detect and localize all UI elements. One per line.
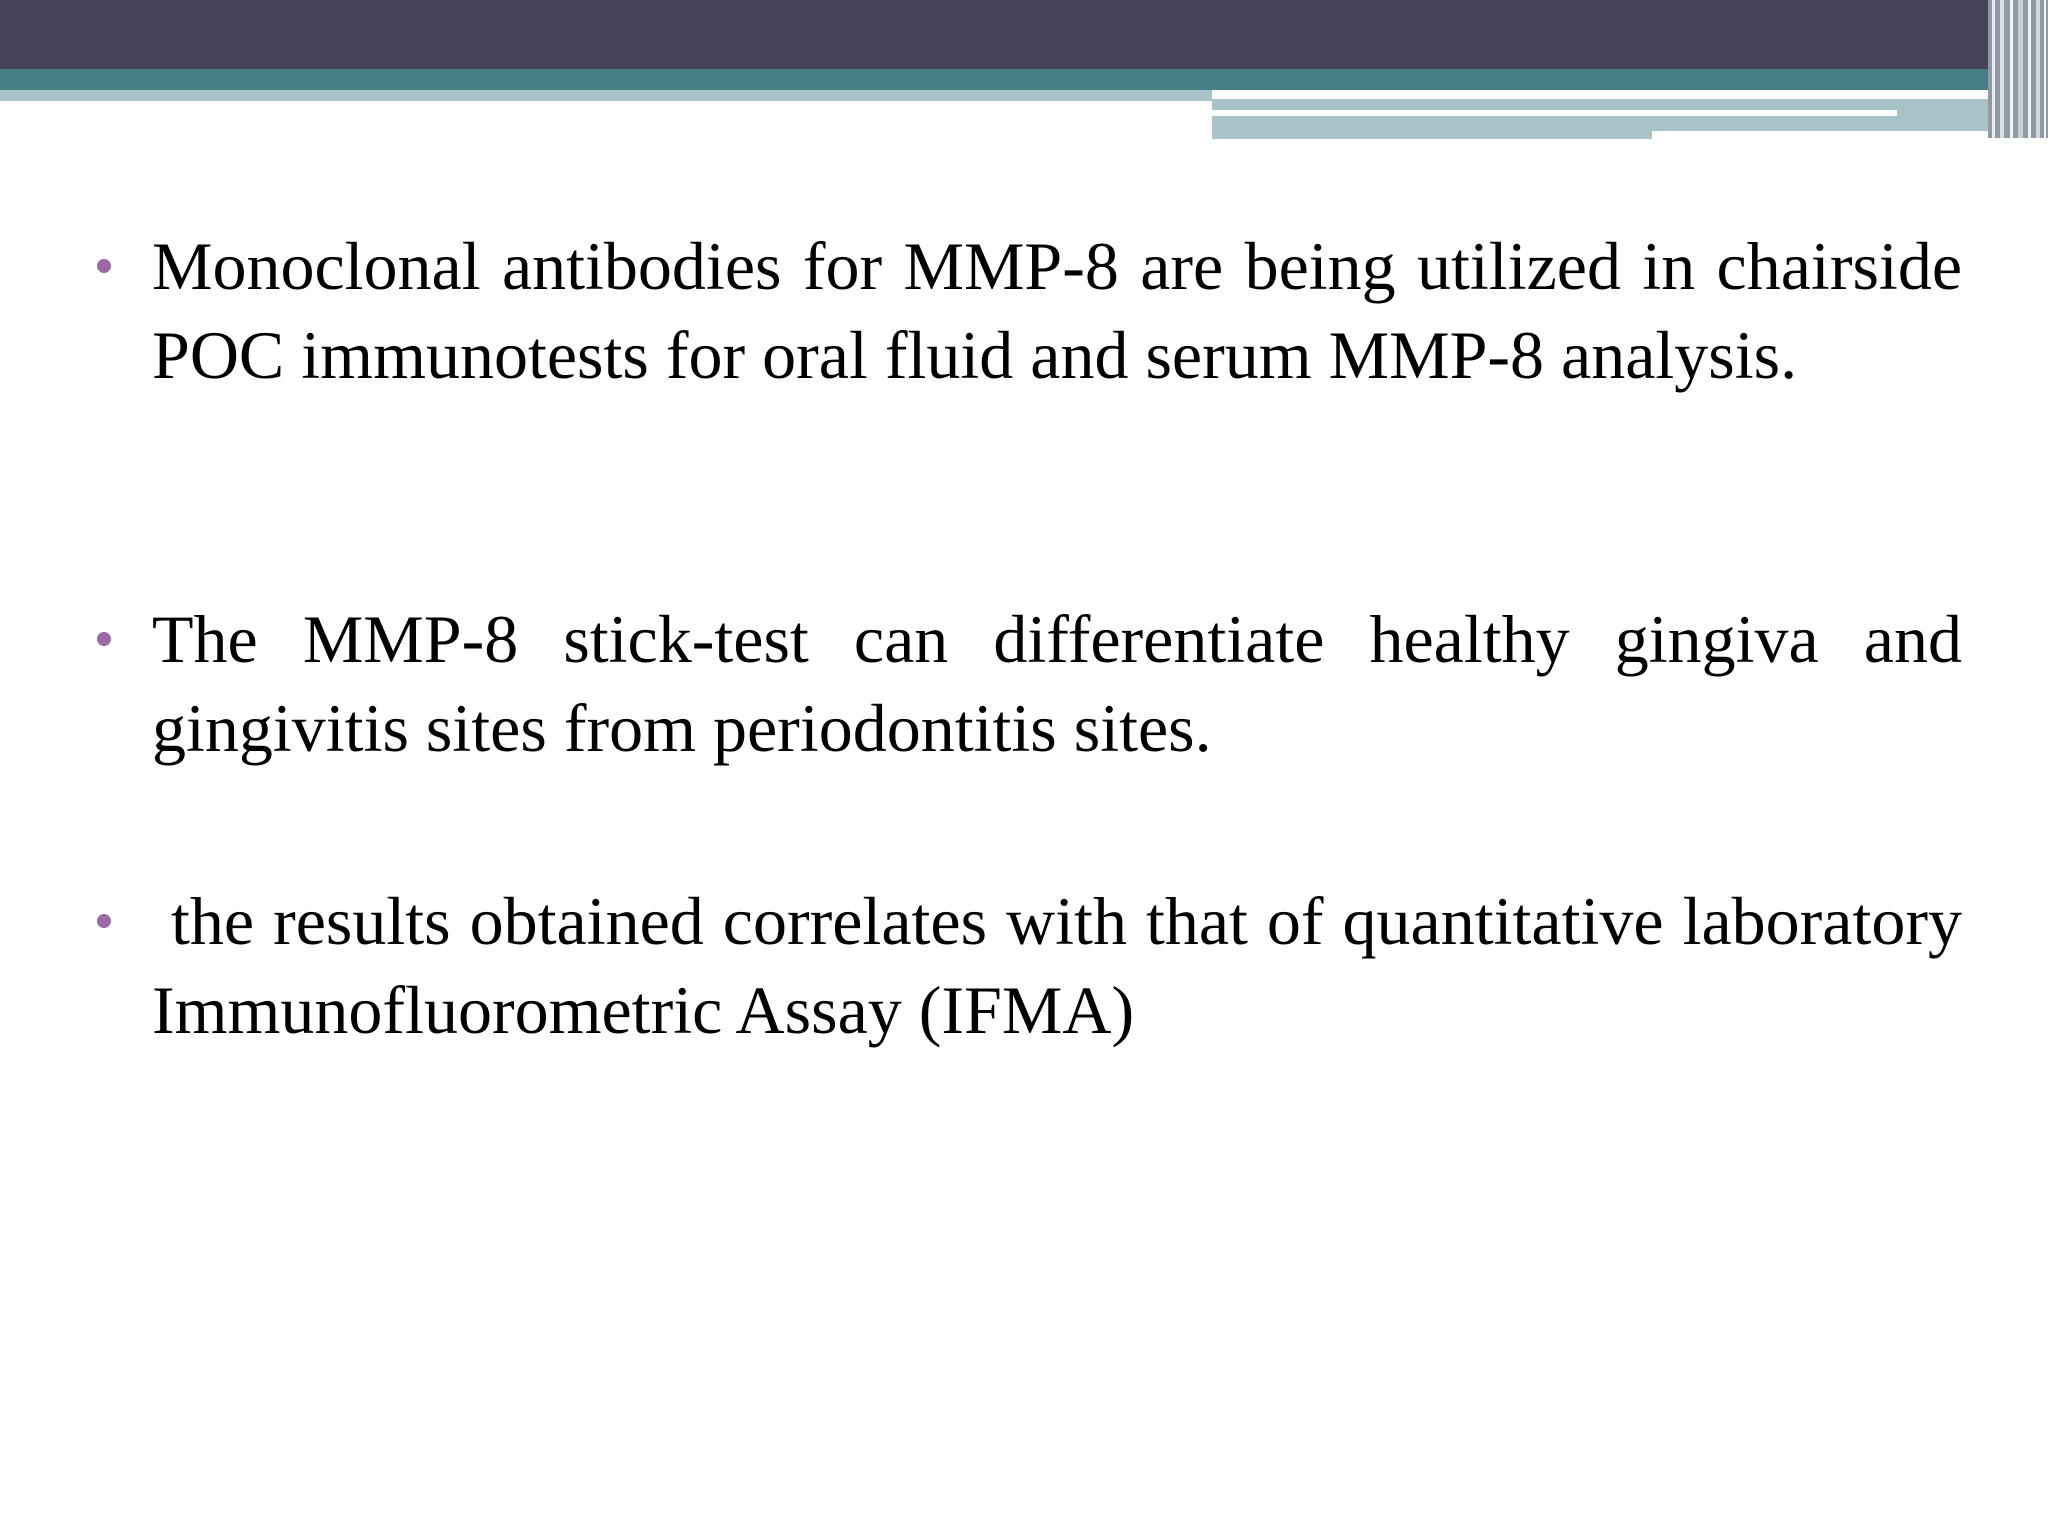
bullet-text-3: the results obtained correlates with that of quantitative laboratory Immunofluorometric Assay (IFMA) [152, 883, 1980, 1048]
bullet-dot-icon [97, 259, 111, 273]
bullet-text-1: Monoclonal antibodies for MMP-8 are being utilized in chairside POC immunotests for oral fluid and serum MMP-8 analysis. [152, 228, 1962, 393]
bullet-dot-icon [97, 914, 111, 928]
bullet-text-2: The MMP-8 stick-test can differentiate healthy gingiva and gingivitis sites from periodontitis sites. [152, 601, 1962, 766]
bullet-dot-icon [97, 632, 111, 646]
